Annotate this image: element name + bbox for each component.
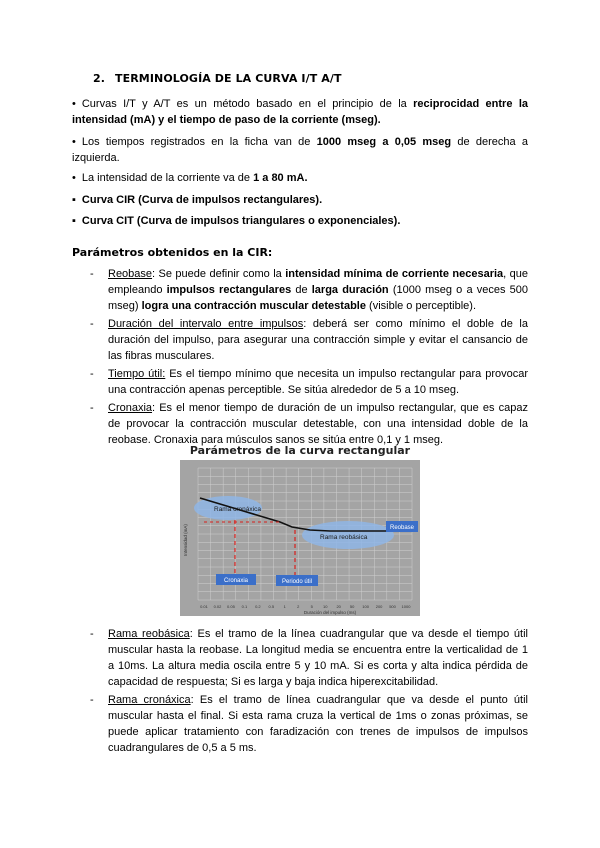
item-rama-cronaxica: Rama cronáxica: Es el tramo de línea cuadrangular que va desde el punto útil muscular hasta el final. Si esta rama cruza la vertical de 1ms o zonas próximas, se puede aplicar tratamiento con faradización con trenes de impulsos de impulsos cuadrangulares de 0,5 a 5 ms. bbox=[108, 694, 528, 754]
item-rama-reobasica: Rama reobásica: Es el tramo de la línea cuadrangular que va desde el tiempo útil muscular hasta la reobase. La longitud media se encuentra entre la verticalidad de 1 a 10ms. La altura media oscila entre 5 y 10 mA. Si es corta y alta indica pérdida de capacidad de respuesta; Si es larga y baja indica hiperexcitabilidad. bbox=[108, 628, 528, 688]
square-bullet-icon: ▪ bbox=[72, 215, 76, 227]
x-tick-label: 1000 bbox=[401, 604, 411, 609]
x-tick-label: 5 bbox=[310, 604, 313, 609]
bullet-intensidad: • La intensidad de la corriente va de 1 a 80 mA. bbox=[72, 172, 308, 184]
x-tick-label: 200 bbox=[375, 604, 383, 609]
dash-icon: - bbox=[90, 268, 94, 280]
figure-plot bbox=[180, 460, 420, 616]
x-tick-label: 0.05 bbox=[227, 604, 235, 609]
x-tick-label: 1 bbox=[283, 604, 286, 609]
square-bullet-icon: ▪ bbox=[72, 194, 76, 206]
y-axis-label: Intensidad (mA) bbox=[183, 524, 188, 556]
x-tick-label: 0.1 bbox=[241, 604, 248, 609]
label-reobase: Reobase bbox=[389, 525, 415, 531]
x-tick-label: 0.5 bbox=[268, 604, 275, 609]
label-cronaxia: Cronaxia bbox=[223, 578, 249, 584]
item-cronaxia: Cronaxia: Es el menor tiempo de duración de un impulso rectangular, que es capaz de provocar la contracción muscular detestable, con una intensidad doble de la reobase. Cronaxia para músculos sanos se sitúa entre 0,1 y 1 mseg. bbox=[108, 402, 528, 446]
x-tick-label: 20 bbox=[336, 604, 341, 609]
x-tick-label: 0.02 bbox=[213, 604, 222, 609]
section-title: TERMINOLOGÍA DE LA CURVA I/T A/T bbox=[114, 72, 342, 85]
bullet-tiempos: • Los tiempos registrados en la ficha van de 1000 mseg a 0,05 mseg de derecha a izquierda. bbox=[72, 136, 529, 164]
x-axis-label: Duración del impulso (ms) bbox=[303, 610, 357, 615]
dash-icon: - bbox=[90, 402, 94, 414]
dash-icon: - bbox=[90, 318, 94, 330]
x-tick-label: 50 bbox=[349, 604, 355, 609]
bullet-curva-cir: ▪ Curva CIR (Curva de impulsos rectangulares). bbox=[72, 194, 323, 206]
bullet-curva-cit: ▪ Curva CIT (Curva de impulsos triangulares o exponenciales). bbox=[72, 215, 401, 227]
dash-icon: - bbox=[90, 694, 94, 706]
section-number: 2. bbox=[93, 72, 106, 85]
x-tick-label: 500 bbox=[389, 604, 396, 609]
x-tick-label: 2 bbox=[297, 604, 300, 609]
dash-icon: - bbox=[90, 368, 94, 380]
x-tick-label: 100 bbox=[362, 604, 369, 609]
x-tick-label: 0.01 bbox=[200, 604, 208, 609]
bullet-icon: • bbox=[72, 136, 76, 148]
x-tick-label: 0.2 bbox=[255, 604, 261, 609]
params-heading: Parámetros obtenidos en la CIR: bbox=[72, 246, 273, 259]
label-periodo-util: Periodo útil bbox=[281, 579, 313, 585]
item-duracion: Duración del intervalo entre impulsos: deberá ser como mínimo el doble de la duración del impulso, para asegurar una contracción simple y evitar el cansancio de las fibras musculares. bbox=[108, 318, 528, 362]
label-rama-reobasica: Rama reobásica bbox=[320, 534, 368, 541]
bullet-reciprocidad: • Curvas I/T y A/T es un método basado en el principio de la reciprocidad entre la intensidad (mA) y el tiempo de paso de la corriente (mseg). bbox=[72, 98, 528, 126]
item-reobase: Reobase: Se puede definir como la intensidad mínima de corriente necesaria, que empleando impulsos rectangulares de larga duración (1000 mseg o a veces 500 mseg) logra una contracción muscular detestable (visible o perceptible). bbox=[108, 268, 529, 312]
label-rama-cronaxica: Rama cronáxica bbox=[214, 506, 261, 513]
bullet-icon: • bbox=[72, 98, 76, 110]
x-tick-label: 10 bbox=[322, 604, 328, 609]
figure-title: Parámetros de la curva rectangular bbox=[189, 444, 411, 457]
section-heading bbox=[93, 72, 342, 85]
dash-icon: - bbox=[90, 628, 94, 640]
figure-curva-rectangular bbox=[180, 444, 420, 616]
bullet-icon: • bbox=[72, 172, 76, 184]
item-tiempo-util: Tiempo útil: Es el tiempo mínimo que necesita un impulso rectangular para provocar una contracción apenas perceptible. Se sitúa alrededor de 5 a 10 mseg. bbox=[108, 368, 528, 396]
